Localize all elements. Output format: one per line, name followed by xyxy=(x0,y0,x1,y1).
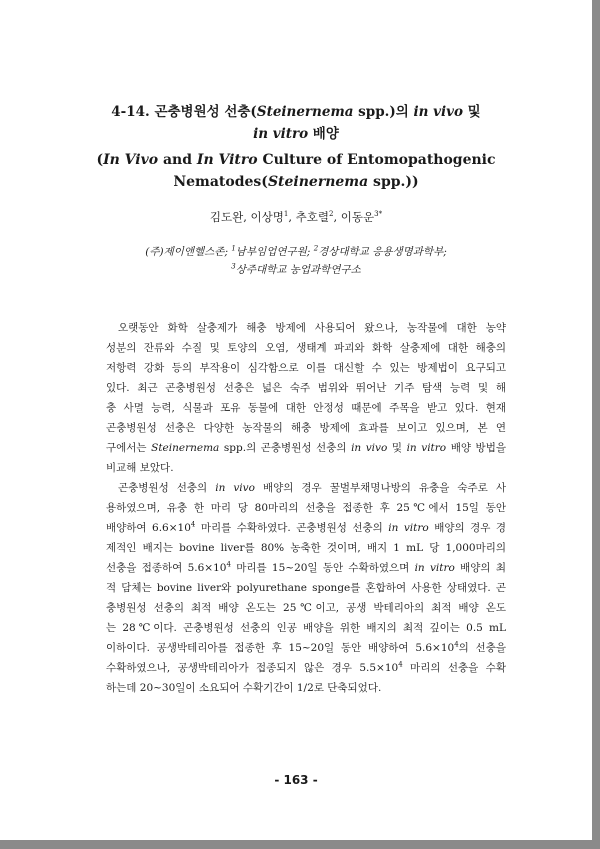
abstract-line: 있다. 최근 곤충병원성 선충은 넓은 숙주 범위와 뛰어난 기주 탐색 능력 및 해 xyxy=(106,382,506,394)
abstract-line: 구에서는 Steinernema spp.의 곤충병원성 선충의 in vivo 및 in vitro 배양 방법을 xyxy=(106,442,506,454)
abstract-line: 는 28℃이다. 곤충병원성 선충의 인공 배양을 위한 배지의 최적 깊이는 0.5 mL xyxy=(106,622,506,634)
abstract-line: 곤충병원성 선충은 다양한 농작물의 해충 방제에 효과를 보이고 있으며, 본 연 xyxy=(106,422,506,434)
page-shadow-right xyxy=(592,0,600,849)
abstract-line: 수확하였으나, 공생박테리아가 접종되지 않은 경우 $5.5\times 10^4$ 마리의 선충을 수확 xyxy=(106,660,506,674)
abstract-line: 하는데 20~30일이 소요되어 수확기간이 1/2로 단축되었다. xyxy=(106,682,382,694)
title-english-line-2: Nematodes(Steinernema spp.)) xyxy=(173,174,419,190)
abstract-line: 곤충병원성 선충의 in vivo 배양의 경우 꿀벌부채명나방의 유충을 숙주로 사 xyxy=(118,482,506,494)
title-english-line-1: (In Vivo and In Vitro Culture of Entomopathogenic xyxy=(96,152,496,168)
affiliation-line-1: (주)제이앤헬스존; $^1$남부임업연구원; $^2$경상대학교 응용생명과학부; xyxy=(145,244,447,258)
abstract-line: 충 사멸 능력, 식물과 포유 동물에 대한 안정성 때문에 주목을 받고 있다. 현재 xyxy=(106,402,506,414)
abstract-line: 적 담체는 bovine liver와 polyurethane sponge를 혼합하여 사용한 상태였다. 곤 xyxy=(106,582,506,594)
abstract-line: 선충을 접종하여 $5.6\times 10^4$ 마리를 15~20일 동안 수확하였으며 in vitro 배양의 최 xyxy=(106,560,506,574)
affiliation-line-2: $^3$상주대학교 농업과학연구소 xyxy=(231,262,361,276)
author-list: 김도완, 이상명$^1$, 추호렬$^2$, 이동운$^{3*}$ xyxy=(209,210,383,224)
abstract-line: 제적인 배지는 bovine liver를 80% 농축한 것이며, 배지 1 mL 당 1,000마리의 xyxy=(106,542,506,554)
page-number: - 163 - xyxy=(274,773,318,787)
title-korean-line-2: in vitro 배양 xyxy=(253,126,339,142)
abstract-line: 배양하여 $6.6\times 10^4$ 마리를 수확하였다. 곤충병원성 선충의 in vitro 배양의 경우 경 xyxy=(106,520,506,534)
abstract-line: 용하였으며, 유충 한 마리 당 80마리의 선충을 접종한 후 25℃에서 15일 동안 xyxy=(106,502,506,514)
abstract-line: 성분의 잔류와 수질 및 토양의 오염, 생태계 파괴와 화학 살충제에 대한 해충의 xyxy=(106,342,506,354)
abstract-line: 비교해 보았다. xyxy=(106,462,174,474)
abstract-line: 이하이다. 공생박테리아를 접종한 후 15~20일 동안 배양하여 $5.6\times 10^4$의 선충을 xyxy=(106,640,506,654)
page-shadow-bottom xyxy=(0,840,600,849)
abstract-line: 저항력 강화 등의 부작용이 심각함으로 이를 대신할 수 있는 방제법이 요구되고 xyxy=(106,362,506,374)
title-korean-line-1: 4-14. 곤충병원성 선충(Steinernema spp.)의 in vivo 및 xyxy=(111,104,481,120)
abstract-line: 오랫동안 화학 살충제가 해충 방제에 사용되어 왔으나, 농작물에 대한 농약 xyxy=(118,322,506,334)
abstract-line: 충병원성 선충의 최적 배양 온도는 25℃이고, 공생 박테리아의 최적 배양 온도 xyxy=(106,602,506,614)
